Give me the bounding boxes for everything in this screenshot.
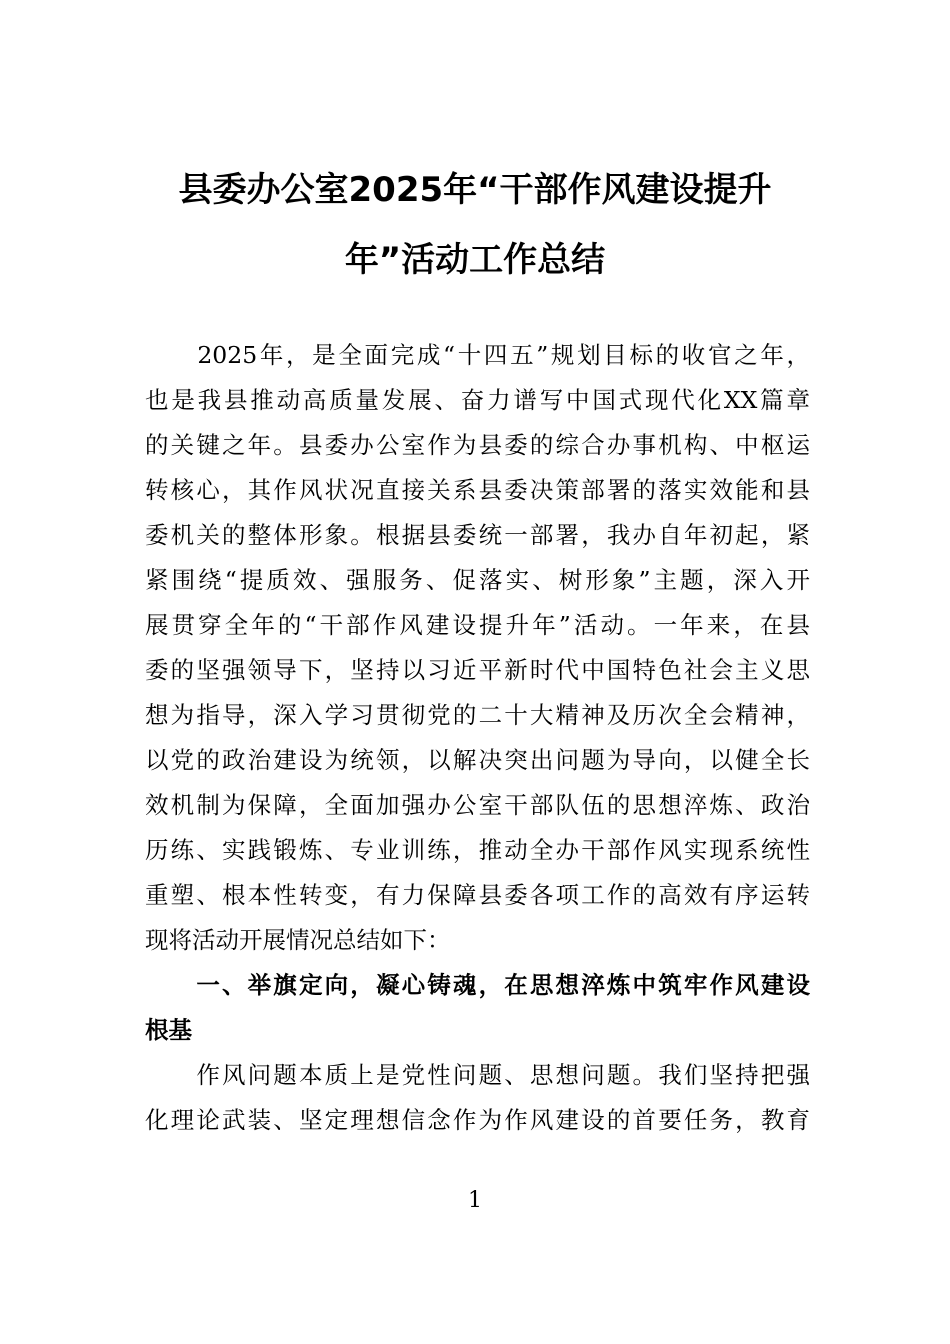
- text-line: 紧围绕“提质效、强服务、促落实、树形象”主题，深入开: [145, 566, 810, 594]
- section-heading-1: [145, 963, 810, 1053]
- text-line: 想为指导，深入学习贯彻党的二十大精神及历次全会精神，: [145, 701, 810, 729]
- text-line: 重塑、根本性转变，有力保障县委各项工作的高效有序运转: [145, 881, 810, 909]
- text-line: 效机制为保障，全面加强办公室干部队伍的思想淬炼、政治: [145, 791, 810, 819]
- paragraph-section-1: [145, 1053, 810, 1143]
- text-line: 委的坚强领导下，坚持以习近平新时代中国特色社会主义思: [145, 656, 810, 684]
- paragraph-intro: [145, 333, 810, 963]
- text-line: 也是我县推动高质量发展、奋力谱写中国式现代化XX篇章: [145, 386, 810, 414]
- heading-line: 根基: [145, 1016, 192, 1044]
- heading-line: 一、举旗定向，凝心铸魂，在思想淬炼中筑牢作风建设: [145, 971, 810, 999]
- text-line: 现将活动开展情况总结如下：: [145, 926, 451, 954]
- text-line: 作风问题本质上是党性问题、思想问题。我们坚持把强: [145, 1061, 810, 1089]
- text-line: 2025年，是全面完成“十四五”规划目标的收官之年，: [145, 341, 810, 369]
- text-line: 以党的政治建设为统领，以解决突出问题为导向，以健全长: [145, 746, 810, 774]
- text-line: 历练、实践锻炼、专业训练，推动全办干部作风实现系统性: [145, 836, 810, 864]
- document-title: [140, 155, 810, 295]
- text-line: 展贯穿全年的“干部作风建设提升年”活动。一年来，在县: [145, 611, 810, 639]
- page-number: 1: [468, 1188, 482, 1213]
- text-line: 化理论武装、坚定理想信念作为作风建设的首要任务，教育: [145, 1106, 810, 1134]
- document-body: [145, 333, 810, 1143]
- text-line: 委机关的整体形象。根据县委统一部署，我办自年初起，紧: [145, 521, 810, 549]
- text-line: 转核心，其作风状况直接关系县委决策部署的落实效能和县: [145, 476, 810, 504]
- text-line: 的关键之年。县委办公室作为县委的综合办事机构、中枢运: [145, 431, 810, 459]
- title-line-1: 县委办公室2025年“干部作风建设提升: [178, 170, 772, 210]
- title-line-2: 年”活动工作总结: [344, 240, 606, 280]
